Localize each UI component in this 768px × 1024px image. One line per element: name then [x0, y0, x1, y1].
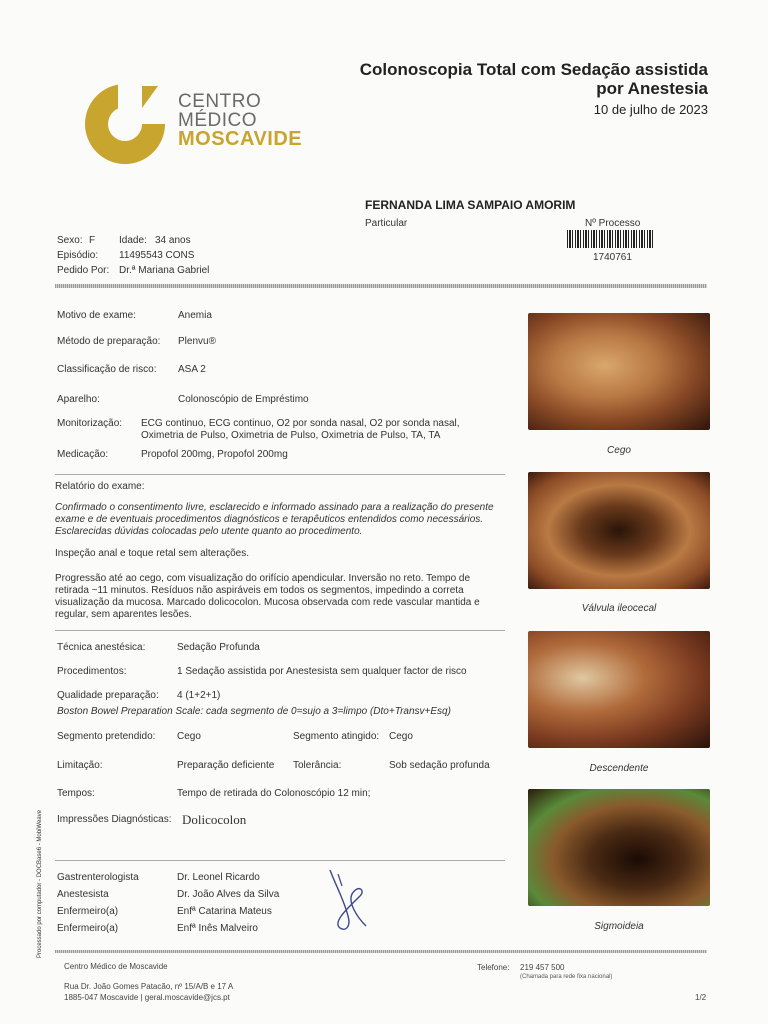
seg-pret-value: Cego — [177, 731, 201, 742]
staff-name: Dr. João Alves da Silva — [177, 889, 280, 900]
metodo-label: Método de preparação: — [57, 336, 161, 347]
footer-address-2: 1885-047 Moscavide | geral.moscavide@jcs.pt — [64, 993, 230, 1002]
seg-pret-label: Segmento pretendido: — [57, 731, 156, 742]
tempos-label: Tempos: — [57, 788, 95, 799]
seg-ating-label: Segmento atingido: — [293, 731, 380, 742]
signature-icon — [318, 866, 378, 936]
image-caption: Descendente — [589, 763, 649, 774]
toler-value: Sob sedação profunda — [389, 760, 490, 771]
staff-name: Dr. Leonel Ricardo — [177, 872, 260, 883]
qual-label: Qualidade preparação: — [57, 690, 159, 701]
logo-mark-icon — [82, 78, 168, 170]
footer-org: Centro Médico de Moscavide — [64, 962, 168, 971]
requested-value: Dr.ª Mariana Gabriel — [119, 265, 210, 276]
image-caption: Válvula ileocecal — [581, 603, 657, 614]
episode-value: 11495543 CONS — [119, 250, 195, 261]
medic-label: Medicação: — [57, 449, 109, 460]
toler-label: Tolerância: — [293, 760, 342, 771]
process-number: 1740761 — [593, 252, 632, 263]
impress-label: Impressões Diagnósticas: — [57, 814, 172, 825]
staff-name: Enfª Catarina Mateus — [177, 906, 272, 917]
divider — [55, 860, 505, 861]
proc-label: Procedimentos: — [57, 666, 127, 677]
episode-label: Episódio: — [57, 250, 99, 261]
barcode — [567, 230, 655, 248]
age-label: Idade: — [119, 235, 147, 246]
tecnica-label: Técnica anestésica: — [57, 642, 146, 653]
document-title: Colonoscopia Total com Sedação assistida por Anestesia — [359, 60, 708, 98]
exam-date: 10 de julho de 2023 — [593, 102, 708, 117]
staff-role: Enfermeiro(a) — [57, 906, 119, 917]
report-consent: Confirmado o consentimento livre, esclarecido e informado assinado para a realização do presente exame e de eventuais procedimentos diagnósticos e terapêuticos entendidos como necessários. Esclarecidas dúvidas colocadas pelo utente quanto ao procedimento. — [55, 502, 494, 537]
monit-line1: ECG continuo, ECG continuo, O2 por sonda nasal, O2 por sonda nasal, — [141, 418, 460, 429]
qual-value: 4 (1+2+1) — [177, 690, 221, 701]
patient-type: Particular — [365, 218, 408, 229]
endoscopy-image — [528, 631, 710, 748]
staff-role: Gastrenterologista — [57, 872, 139, 883]
monit-line2: Oximetria de Pulso, Oximetria de Pulso, Oximetria de Pulso, TA, TA — [141, 430, 441, 441]
limit-value: Preparação deficiente — [177, 760, 275, 771]
motivo-label: Motivo de exame: — [57, 310, 136, 321]
page-number: 1/2 — [695, 993, 707, 1002]
report-paragraph-2: Progressão até ao cego, com visualização do orifício apendicular. Inversão no reto. Tempo de retirada ~11 minutos. Resíduos não aspiráveis em todos os segmentos, impedindo a correta visualização da mucosa. Marcado dolicocolon. Mucosa observada com rede vascular mantida e regular, sem aparentes lesões. — [55, 573, 480, 620]
patient-name: FERNANDA LIMA SAMPAIO AMORIM — [365, 198, 576, 212]
sex-label: Sexo: — [57, 235, 83, 246]
sex-value: F — [89, 235, 96, 246]
impress-value: Dolicocolon — [182, 812, 247, 827]
aparelho-label: Aparelho: — [57, 394, 100, 405]
image-caption: Cego — [607, 445, 631, 456]
aparelho-value: Colonoscópio de Empréstimo — [178, 394, 309, 405]
monit-label: Monitorização: — [57, 418, 123, 429]
side-note: Processado por computador - DOCBase6 - MobiWeave — [37, 810, 43, 958]
metodo-value: Plenvu® — [178, 336, 216, 347]
divider — [55, 474, 505, 475]
tecnica-value: Sedação Profunda — [177, 642, 260, 653]
report-heading: Relatório do exame: — [55, 481, 145, 492]
divider — [55, 630, 505, 631]
seg-ating-value: Cego — [389, 731, 413, 742]
motivo-value: Anemia — [178, 310, 212, 321]
phone-note: (Chamada para rede fixa nacional) — [520, 974, 613, 980]
phone-number: 219 457 500 — [520, 963, 565, 972]
phone-label: Telefone: — [477, 963, 510, 972]
footer-address-1: Rua Dr. João Gomes Patacão, nº 15/A/B e 17 A — [64, 982, 234, 991]
endoscopy-image — [528, 313, 710, 430]
brand-name: CENTRO MÉDICO MOSCAVIDE — [178, 91, 303, 150]
classif-label: Classificação de risco: — [57, 364, 157, 375]
divider — [55, 284, 707, 288]
medic-value: Propofol 200mg, Propofol 200mg — [141, 449, 288, 460]
tempos-value: Tempo de retirada do Colonoscópio 12 min; — [177, 788, 371, 799]
limit-label: Limitação: — [57, 760, 103, 771]
classif-value: ASA 2 — [178, 364, 206, 375]
image-caption: Sigmoideia — [594, 921, 644, 932]
endoscopy-image — [528, 789, 710, 906]
proc-value: 1 Sedação assistida por Anestesista sem qualquer factor de risco — [177, 666, 467, 677]
requested-label: Pedido Por: — [57, 265, 110, 276]
report-paragraph-1: Inspeção anal e toque retal sem alterações. — [55, 548, 250, 559]
staff-role: Anestesista — [57, 889, 109, 900]
process-label: Nº Processo — [585, 218, 641, 229]
staff-name: Enfª Inês Malveiro — [177, 923, 258, 934]
age-value: 34 anos — [155, 235, 191, 246]
boston-scale-note: Boston Bowel Preparation Scale: cada segmento de 0=sujo a 3=limpo (Dto+Transv+Esq) — [57, 706, 451, 717]
endoscopy-image — [528, 472, 710, 589]
staff-role: Enfermeiro(a) — [57, 923, 119, 934]
divider — [55, 950, 707, 953]
